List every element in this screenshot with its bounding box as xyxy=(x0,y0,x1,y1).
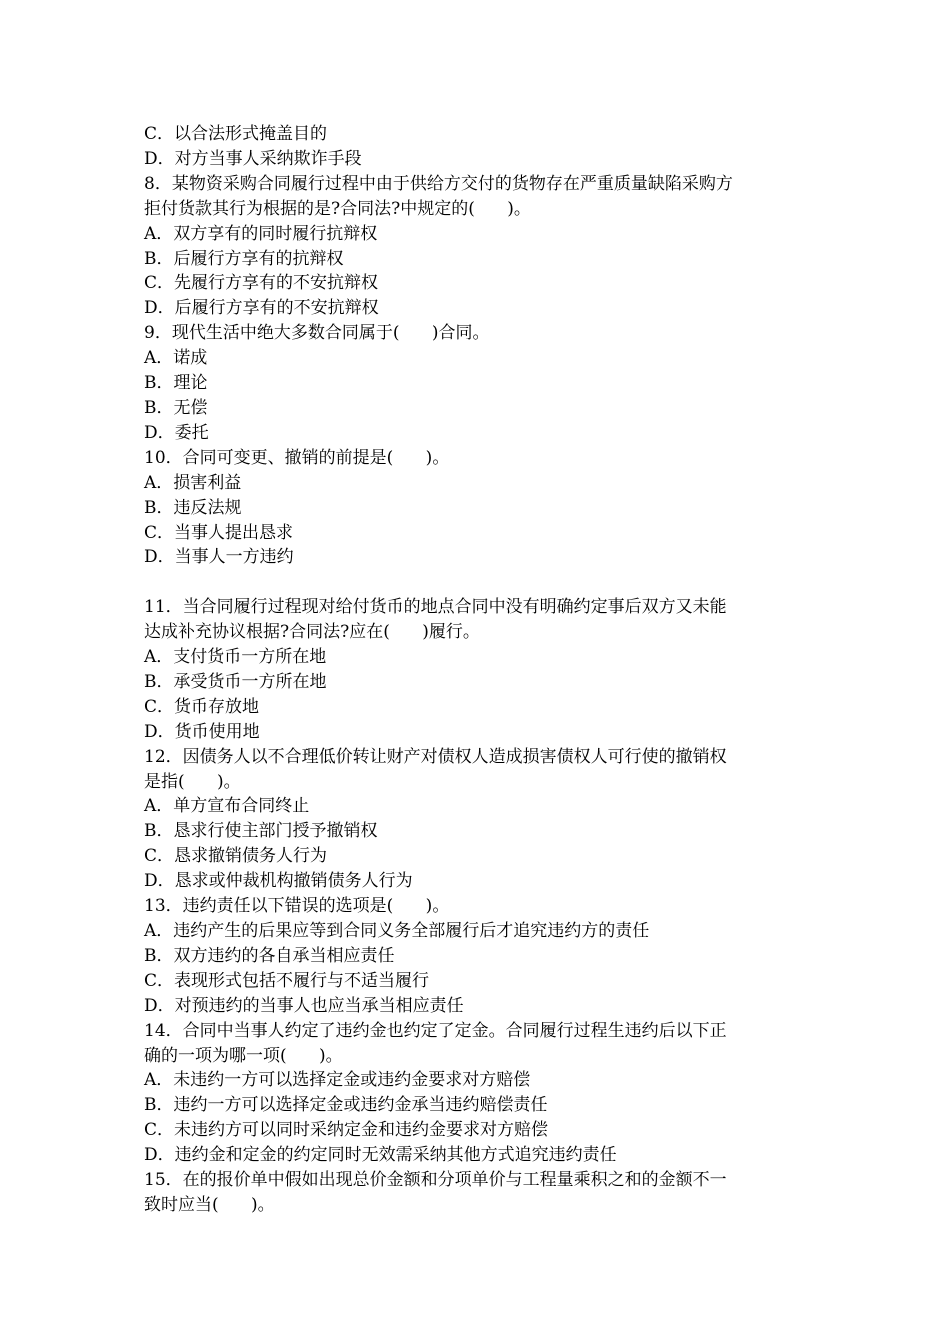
option-line: D．当事人一方违约 xyxy=(144,547,294,568)
option-line: D．委托 xyxy=(144,422,209,443)
option-line: A．双方享有的同时履行抗辩权 xyxy=(144,223,378,244)
option-line: B．违约一方可以选择定金或违约金承当违约赔偿责任 xyxy=(144,1095,548,1116)
option-line: B．后履行方享有的抗辩权 xyxy=(144,248,344,269)
option-line: D．恳求或仲裁机构撤销债务人行为 xyxy=(144,871,413,892)
question-12-text: 12．因债务人以不合理低价转让财产对债权人造成损害债权人可行使的撤销权 xyxy=(144,746,727,767)
document-body xyxy=(144,122,814,1218)
question-14-text: 确的一项为哪一项( )。 xyxy=(144,1045,343,1066)
blank-line xyxy=(144,570,814,595)
option-line: C．恳求撤销债务人行为 xyxy=(144,846,328,867)
option-line: A．单方宣布合同终止 xyxy=(144,796,310,817)
option-line: D．对预违约的当事人也应当承当相应责任 xyxy=(144,995,464,1016)
option-line: C．先履行方享有的不安抗辩权 xyxy=(144,273,379,294)
option-line: B．无偿 xyxy=(144,397,208,418)
option-line: A．违约产生的后果应等到合同义务全部履行后才追究违约方的责任 xyxy=(144,920,650,941)
question-8-text: 8．某物资采购合同履行过程中由于供给方交付的货物存在严重质量缺陷采购方 xyxy=(144,173,733,194)
option-line: D．后履行方享有的不安抗辩权 xyxy=(144,298,379,319)
text-line: D．对方当事人采纳欺诈手段 xyxy=(144,148,362,169)
question-14-text: 14．合同中当事人约定了违约金也约定了定金。合同履行过程生违约后以下正 xyxy=(144,1020,727,1041)
option-line: A．损害利益 xyxy=(144,472,242,493)
option-line: C．表现形式包括不履行与不适当履行 xyxy=(144,970,430,991)
option-line: B．理论 xyxy=(144,373,208,394)
option-line: B．违反法规 xyxy=(144,497,242,518)
option-line: C．货币存放地 xyxy=(144,696,260,717)
option-line: A．诺成 xyxy=(144,348,208,369)
option-line: D．货币使用地 xyxy=(144,721,260,742)
option-line: B．承受货币一方所在地 xyxy=(144,671,327,692)
option-line: A．支付货币一方所在地 xyxy=(144,647,327,668)
question-15-text: 致时应当( )。 xyxy=(144,1194,275,1215)
question-10-text: 10．合同可变更、撤销的前提是( )。 xyxy=(144,447,450,468)
question-11-text: 11．当合同履行过程现对给付货币的地点合同中没有明确约定事后双方又未能 xyxy=(144,597,727,618)
option-line: C．当事人提出恳求 xyxy=(144,522,294,543)
option-line: A．未违约一方可以选择定金或违约金要求对方赔偿 xyxy=(144,1070,531,1091)
question-9-text: 9．现代生活中绝大多数合同属于( )合同。 xyxy=(144,323,490,344)
option-line: B．双方违约的各自承当相应责任 xyxy=(144,945,395,966)
option-line: D．违约金和定金的约定同时无效需采纳其他方式追究违约责任 xyxy=(144,1145,617,1166)
question-13-text: 13．违约责任以下错误的选项是( )。 xyxy=(144,896,450,917)
option-line: C．未违约方可以同时采纳定金和违约金要求对方赔偿 xyxy=(144,1120,549,1141)
option-line: B．恳求行使主部门授予撤销权 xyxy=(144,821,378,842)
question-11-text: 达成补充协议根据?合同法?应在( )履行。 xyxy=(144,622,480,643)
question-12-text: 是指( )。 xyxy=(144,771,241,792)
question-15-text: 15．在的报价单中假如出现总价金额和分项单价与工程量乘积之和的金额不一 xyxy=(144,1170,727,1191)
question-8-text: 拒付货款其行为根据的是?合同法?中规定的( )。 xyxy=(144,198,531,219)
text-line: C．以合法形式掩盖目的 xyxy=(144,124,328,144)
